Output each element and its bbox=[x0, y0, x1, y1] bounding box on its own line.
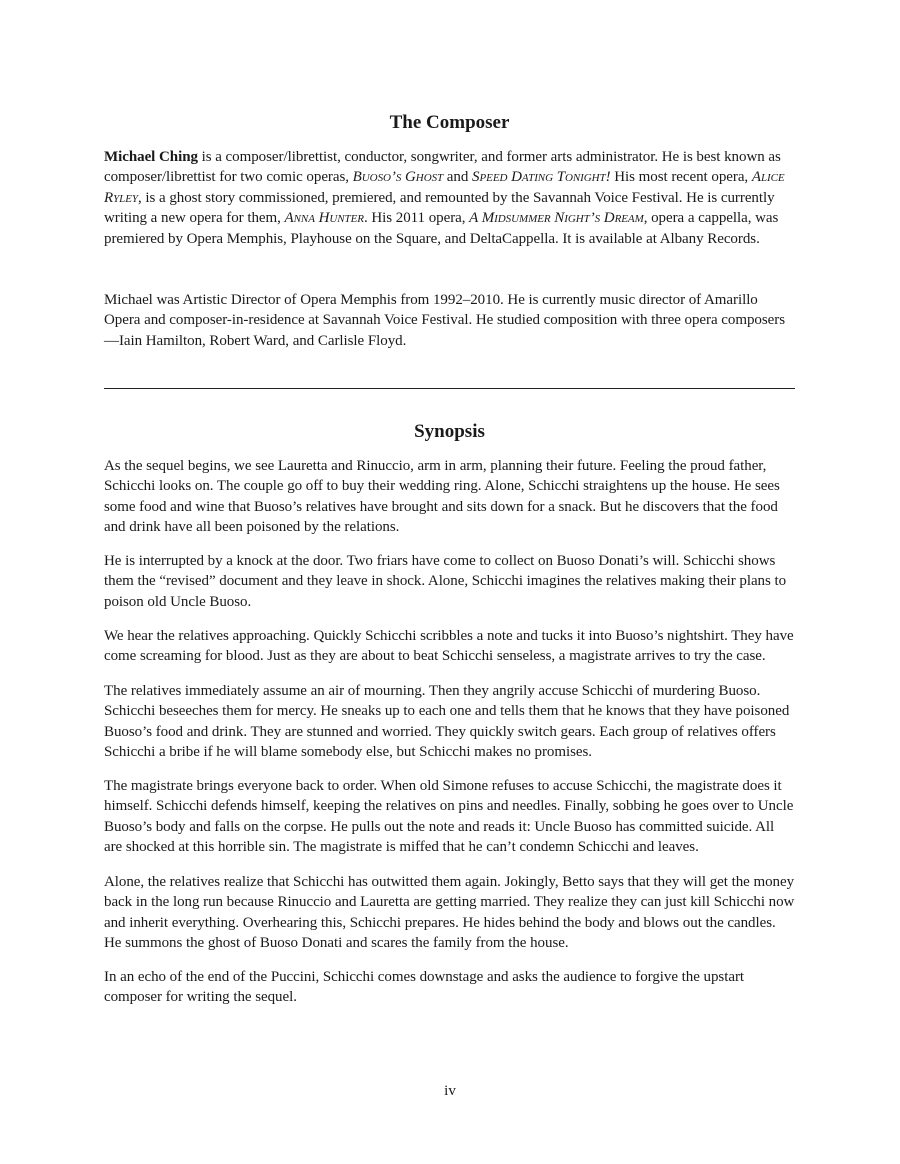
opera-title: Anna Hunter bbox=[284, 210, 364, 227]
page-number: iv bbox=[444, 1083, 456, 1099]
composer-name: Michael Ching bbox=[104, 149, 198, 165]
synopsis-paragraph: The relatives immediately assume an air of mourning. Then they angrily accuse Schicchi of murdering Buoso. Schicchi beseeches them for mercy. He sneaks up to each one and tells them that he knows that they have poisoned Buoso’s food and drink. They are stunned and worried. They quickly switch gears. Each group of relatives offers Schicchi a bribe if he will blame somebody else, but Schicchi makes no promises. bbox=[104, 683, 790, 761]
composer-paragraph-1: Michael Ching is a composer/librettist, conductor, songwriter, and former arts administrator. He is best known as composer/librettist for two comic operas, Buoso’s Ghost and Speed Dating Tonight! His most recent opera, Alice Ryley, is a ghost story commissioned, premiered, and remounted by the Savannah Voice Festival. He is currently writing a new opera for them, Anna Hunter. His 2011 opera, A Midsummer Night’s Dream, opera a cappella, was premiered by Opera Memphis, Playhouse on the Square, and DeltaCappella. It is available at Albany Records. bbox=[104, 149, 785, 247]
composer-heading: The Composer bbox=[389, 112, 510, 133]
synopsis-paragraph: We hear the relatives approaching. Quickly Schicchi scribbles a note and tucks it into Buoso’s nightshirt. They have come screaming for blood. Just as they are about to beat Schicchi senseless, a magistrate arrives to try the case. bbox=[104, 628, 794, 665]
composer-paragraph-2: Michael was Artistic Director of Opera Memphis from 1992–2010. He is currently music director of Amarillo Opera and composer-in-residence at Savannah Voice Festival. He studied composition with three opera composers—Iain Hamilton, Robert Ward, and Carlisle Floyd. bbox=[104, 292, 785, 349]
opera-title: Buoso’s Ghost bbox=[352, 169, 444, 186]
synopsis-paragraph: As the sequel begins, we see Lauretta and Rinuccio, arm in arm, planning their future. Feeling the proud father, Schicchi looks on. The couple go off to buy their wedding ring. Alone, Schicchi straightens up the house. He sees some food and wine that Buoso’s relatives have brought and sits down for a snack. But he discovers that the food and drink have all been poisoned by the relations. bbox=[104, 458, 780, 536]
synopsis-paragraph: The magistrate brings everyone back to order. When old Simone refuses to accuse Schicchi, the magistrate does it himself. Schicchi defends himself, keeping the relatives on pins and needles. Finally, sobbing he goes over to Uncle Buoso’s body and falls on the corpse. He pulls out the note and reads it: Uncle Buoso has committed suicide. All are shocked at this horrible sin. The magistrate is miffed that he can’t condemn Schicchi and leaves. bbox=[104, 778, 794, 856]
synopsis-heading: Synopsis bbox=[414, 421, 485, 442]
section-divider bbox=[104, 388, 795, 389]
synopsis-paragraph: Alone, the relatives realize that Schicchi has outwitted them again. Jokingly, Betto says that they will get the money back in the long run because Rinuccio and Lauretta are getting married. They realize they can just kill Schicchi now and inherit everything. Overhearing this, Schicchi prepares. He hides behind the body and blows out the candles. He summons the ghost of Buoso Donati and scares the family from the house. bbox=[104, 874, 795, 952]
opera-title: Speed Dating Tonight! bbox=[472, 169, 611, 186]
opera-title: Alice Ryley bbox=[104, 169, 785, 206]
synopsis-paragraph: He is interrupted by a knock at the door. Two friars have come to collect on Buoso Donati’s will. Schicchi shows them the “revised” document and they leave in shock. Alone, Schicchi imagines the relatives making their plans to poison old Uncle Buoso. bbox=[104, 553, 787, 610]
synopsis-paragraph: In an echo of the end of the Puccini, Schicchi comes downstage and asks the audience to forgive the upstart composer for writing the sequel. bbox=[104, 969, 745, 1006]
opera-title: A Midsummer Night’s Dream bbox=[469, 210, 644, 227]
